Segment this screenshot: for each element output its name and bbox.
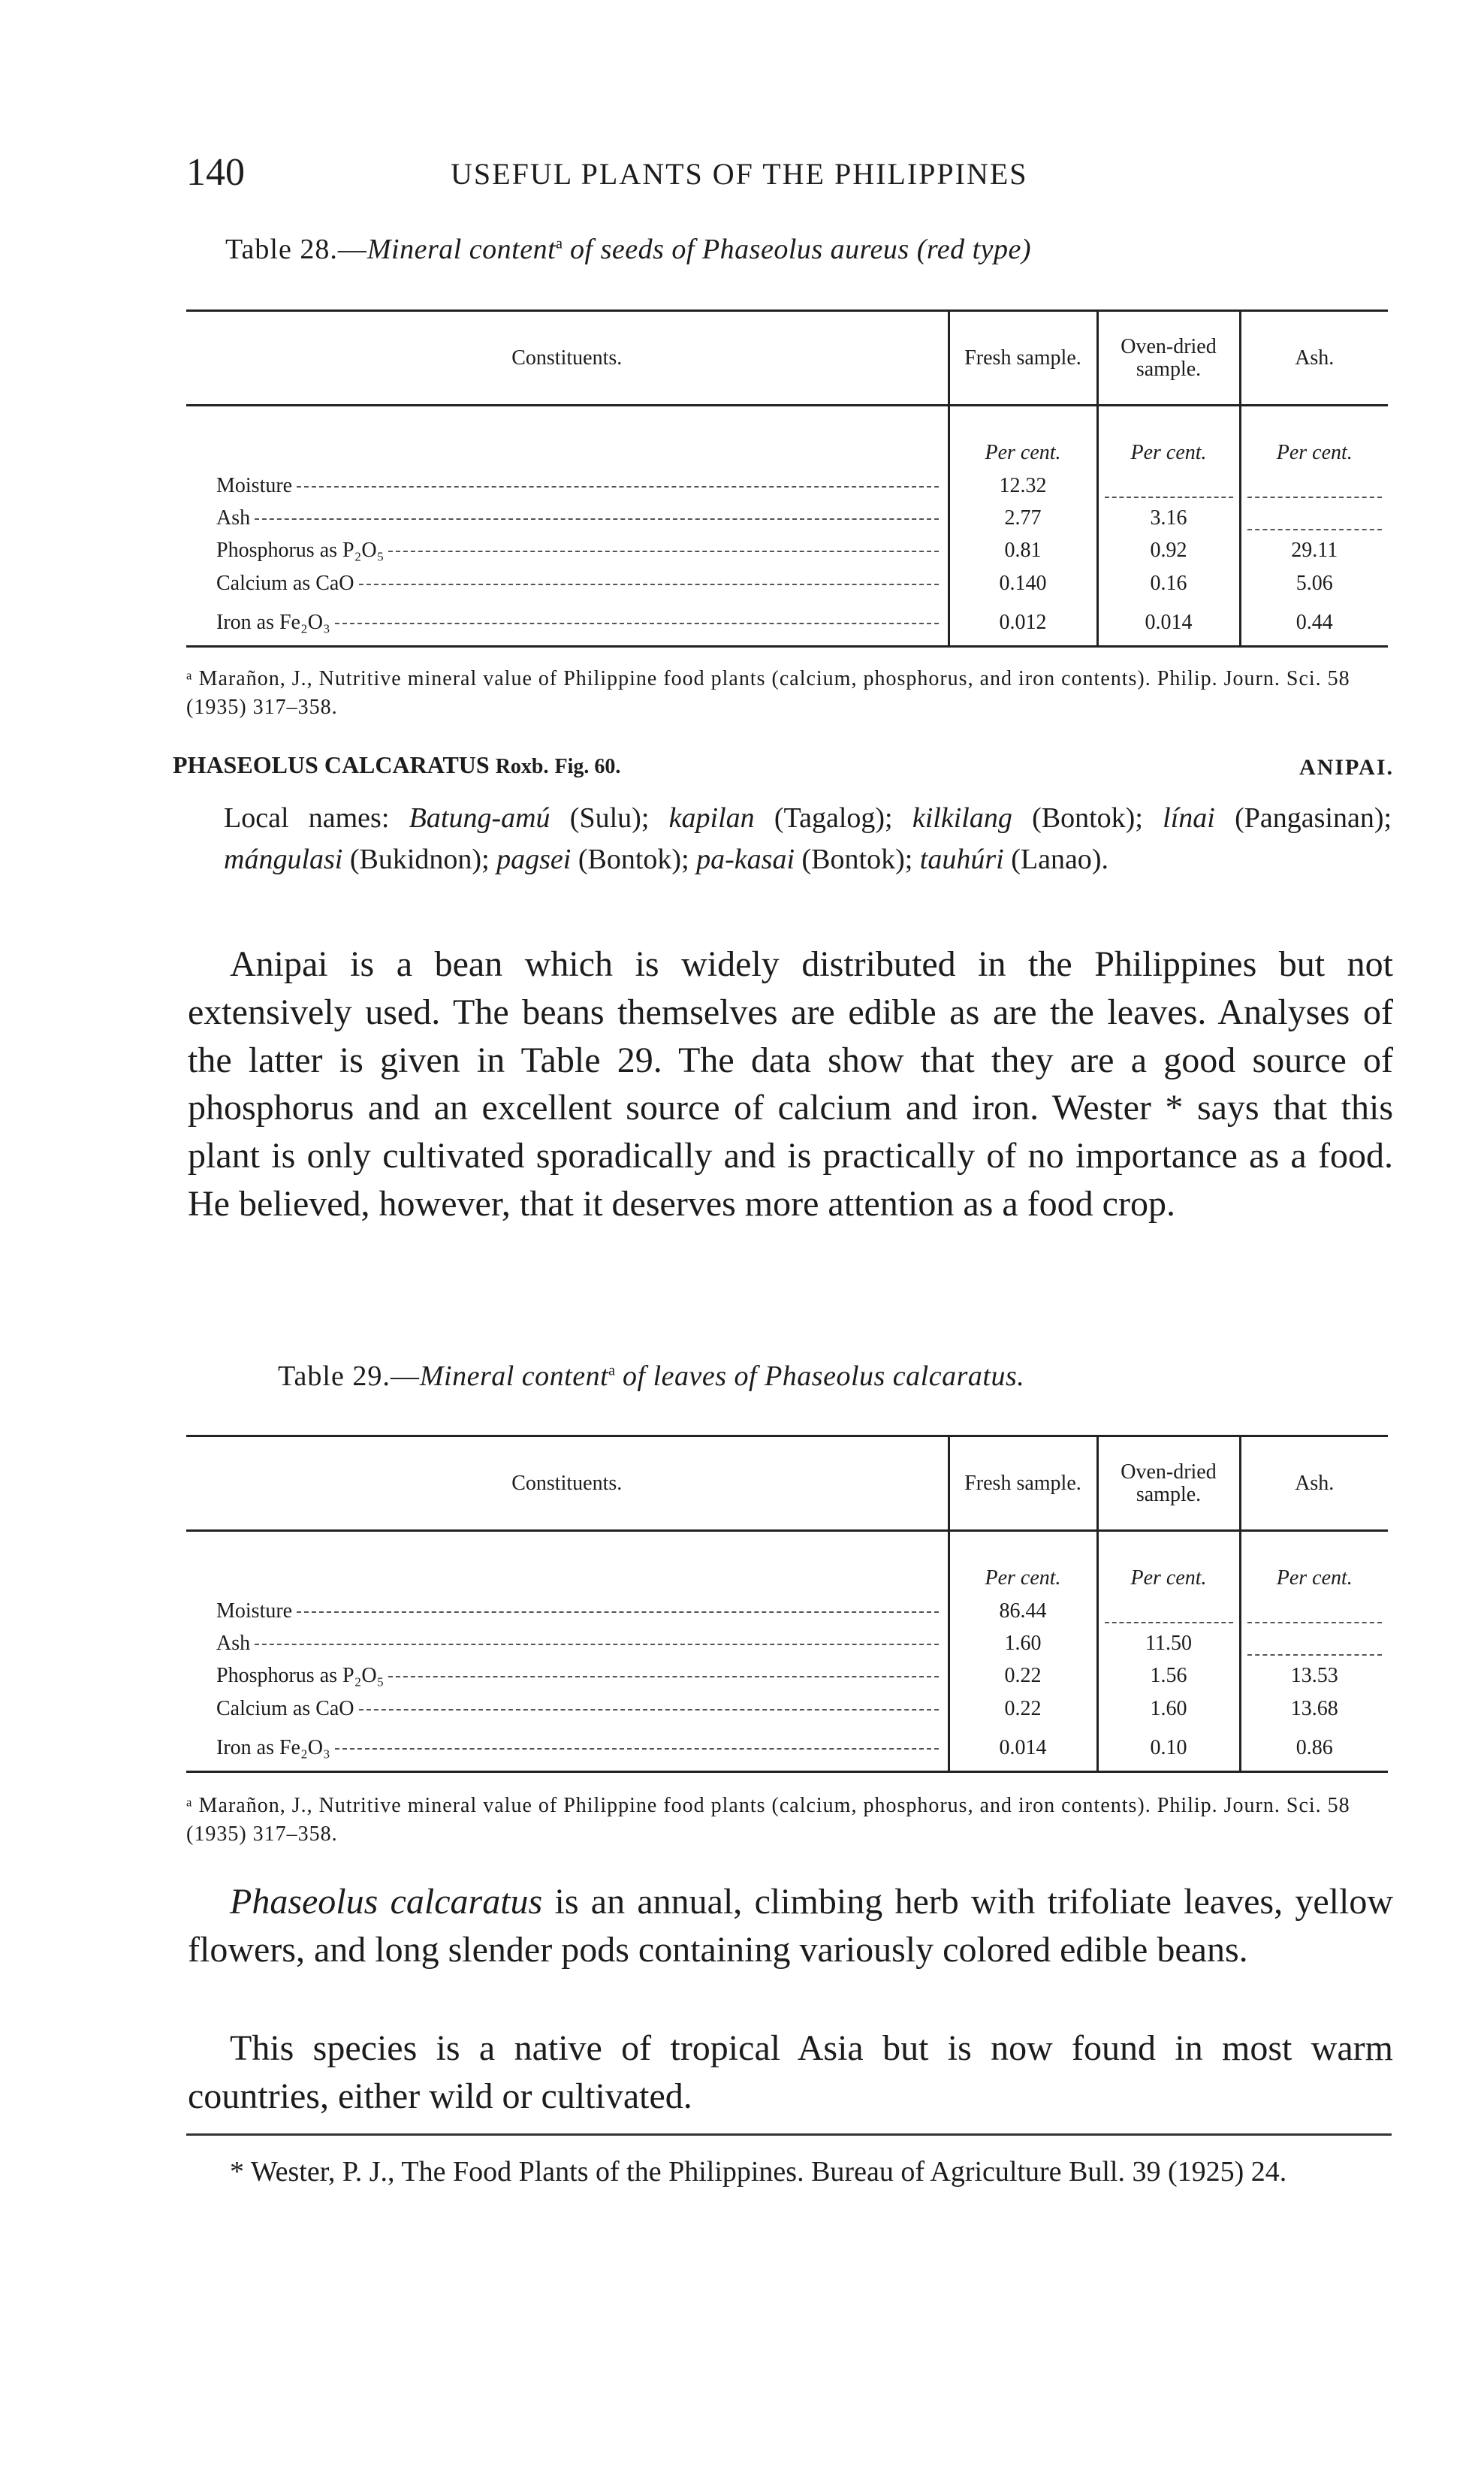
row-label: Iron as Fe₂O₃ — [216, 611, 330, 634]
table-29-footnote-mark: a — [608, 1362, 616, 1379]
table-row — [186, 498, 1388, 530]
figure-reference: Fig. 60. — [554, 755, 621, 778]
row-label: Ash — [216, 1632, 251, 1656]
local-name: pa-kasai — [696, 844, 795, 876]
ash-value: 13.53 — [1240, 1656, 1388, 1688]
local-name: kapilan — [668, 802, 755, 834]
local-names-label: Local names: — [224, 802, 390, 834]
fresh-value: 0.22 — [949, 1656, 1097, 1688]
table-28 — [186, 309, 1388, 648]
row-label: Phosphorus as P₂O₅ — [216, 1664, 385, 1688]
page-number: 140 — [186, 151, 245, 194]
oven-value: 1.60 — [1097, 1688, 1240, 1720]
fresh-value: 86.44 — [949, 1590, 1097, 1623]
paragraph-anipai: Anipai is a bean which is widely distributed in the Philippines but not extensively used. The beans themselves are edible as are the leaves. Analyses of the latter is given in Table 29. The data show that they are a good source of phosphorus and an excellent source of calcium and iron. Wester * says that this plant is only cultivated sporadically and is practically of no importance as a food. He believed, however, that it deserves more attention as a food crop. — [188, 944, 1393, 1224]
col-constituents: Constituents. — [186, 311, 949, 406]
species-name: PHASEOLUS CALCARATUS — [173, 751, 490, 778]
table-row — [186, 563, 1388, 595]
paragraph-description-text: is an annual, climbing herb with trifoliate leaves, yellow flowers, and long slender pods containing variously colored edible beans. — [188, 1882, 1393, 1970]
local-name: línai — [1163, 802, 1215, 834]
unit-label: Per cent. — [949, 1531, 1097, 1591]
oven-value: 1.56 — [1097, 1656, 1240, 1688]
unit-label: Per cent. — [1097, 1531, 1240, 1591]
local-name: mángulasi — [224, 844, 343, 876]
page-footnote: * Wester, P. J., The Food Plants of the Philippines. Bureau of Agriculture Bull. 39 (1925) 24. — [230, 2156, 1287, 2188]
row-label: Calcium as CaO — [216, 1696, 354, 1720]
table-28-title-tail: of seeds of Phaseolus aureus (red type) — [563, 234, 1032, 265]
table-28-title: Mineral content — [366, 234, 556, 265]
local-name: pagsei — [496, 844, 572, 876]
table-28-footnote-mark: a — [556, 235, 563, 252]
local-name-place: Bontok — [1041, 802, 1126, 834]
local-name-place: Tagalog — [783, 802, 876, 834]
table-row — [186, 530, 1388, 563]
table-29-footnote: ᵃ Marañon, J., Nutritive mineral value of Philippine food plants (calcium, phosphorus, and iron contents). Philip. Journ. Sci. 58 (1935) 317–358. — [186, 1794, 1350, 1846]
local-name-place: Bukidnon — [359, 844, 472, 876]
local-name: kilkilang — [912, 802, 1012, 834]
table-row — [186, 1623, 1388, 1656]
local-name-place: Bontok — [587, 844, 672, 876]
unit-label: Per cent. — [949, 406, 1097, 466]
table-28-footnote: ᵃ Marañon, J., Nutritive mineral value of Philippine food plants (calcium, phosphorus, and iron contents). Philip. Journ. Sci. 58 (1935) 317–358. — [186, 667, 1350, 719]
fresh-value: 12.32 — [949, 465, 1097, 497]
table-29-title: Mineral content — [419, 1360, 609, 1392]
col-oven-dried-sample: Oven-dried sample. — [1097, 311, 1240, 406]
table-row — [186, 596, 1388, 647]
species-authority: Roxb. — [495, 755, 549, 778]
species-italic: Phaseolus calcaratus — [230, 1882, 543, 1922]
common-name: ANIPAI. — [1299, 755, 1394, 780]
table-28-label: Table 28.— — [225, 234, 367, 265]
row-label: Moisture — [216, 473, 293, 497]
local-name: tauhúri — [919, 844, 1004, 876]
local-name-place: Bontok — [811, 844, 896, 876]
fresh-value: 1.60 — [949, 1623, 1097, 1656]
fresh-value: 0.81 — [949, 530, 1097, 563]
row-label: Iron as Fe₂O₃ — [216, 1736, 330, 1759]
col-oven-dried-sample: Oven-dried sample. — [1097, 1436, 1240, 1531]
table-29-caption — [278, 1360, 1024, 1393]
local-name-place: Pangasinan — [1244, 802, 1374, 834]
unit-label: Per cent. — [1097, 406, 1240, 466]
footnote-rule — [186, 2133, 1392, 2136]
unit-label: Per cent. — [1240, 406, 1388, 466]
local-name-place: Lanao — [1020, 844, 1092, 876]
col-constituents: Constituents. — [186, 1436, 949, 1531]
table-row — [186, 1656, 1388, 1688]
local-names: Local names: Batung-amú (Sulu); kapilan (Tagalog); kilkilang (Bontok); línai (Pangasinan); mángulasi (Bukidnon); pagsei (Bontok); pa-kasai (Bontok); tauhúri (Lanao). — [224, 802, 1392, 876]
local-name-place: Sulu — [579, 802, 632, 834]
fresh-value: 0.22 — [949, 1688, 1097, 1720]
col-ash: Ash. — [1240, 311, 1388, 406]
oven-value: 0.16 — [1097, 563, 1240, 595]
table-row — [186, 465, 1388, 497]
species-heading — [173, 751, 620, 779]
table-row — [186, 1688, 1388, 1720]
table-row — [186, 1590, 1388, 1623]
local-name: Batung-amú — [409, 802, 550, 834]
col-fresh-sample: Fresh sample. — [949, 1436, 1097, 1531]
oven-value: 0.92 — [1097, 530, 1240, 563]
oven-value: 0.10 — [1097, 1721, 1240, 1772]
fresh-value: 2.77 — [949, 498, 1097, 530]
paragraph-description — [188, 1878, 1393, 1974]
paragraph-distribution: This species is a native of tropical Asia but is now found in most warm countries, either wild or cultivated. — [188, 2028, 1393, 2116]
table-29-label: Table 29.— — [278, 1360, 420, 1392]
unit-label: Per cent. — [1240, 1531, 1388, 1591]
fresh-value: 0.012 — [949, 596, 1097, 647]
row-label: Moisture — [216, 1599, 293, 1623]
row-label: Calcium as CaO — [216, 571, 354, 595]
ash-value: 0.44 — [1240, 596, 1388, 647]
fresh-value: 0.014 — [949, 1721, 1097, 1772]
fresh-value: 0.140 — [949, 563, 1097, 595]
table-29-title-tail: of leaves of Phaseolus calcaratus. — [615, 1360, 1025, 1392]
ash-value: 5.06 — [1240, 563, 1388, 595]
ash-value: 13.68 — [1240, 1688, 1388, 1720]
ash-value: 29.11 — [1240, 530, 1388, 563]
col-fresh-sample: Fresh sample. — [949, 311, 1097, 406]
oven-value: 3.16 — [1097, 498, 1240, 530]
col-ash: Ash. — [1240, 1436, 1388, 1531]
oven-value: 0.014 — [1097, 596, 1240, 647]
ash-value: 0.86 — [1240, 1721, 1388, 1772]
oven-value: 11.50 — [1097, 1623, 1240, 1656]
table-29 — [186, 1435, 1388, 1773]
table-row — [186, 1721, 1388, 1772]
row-label: Phosphorus as P₂O₅ — [216, 539, 385, 563]
table-28-caption — [225, 233, 1031, 266]
row-label: Ash — [216, 506, 251, 530]
running-title: USEFUL PLANTS OF THE PHILIPPINES — [451, 157, 1028, 191]
